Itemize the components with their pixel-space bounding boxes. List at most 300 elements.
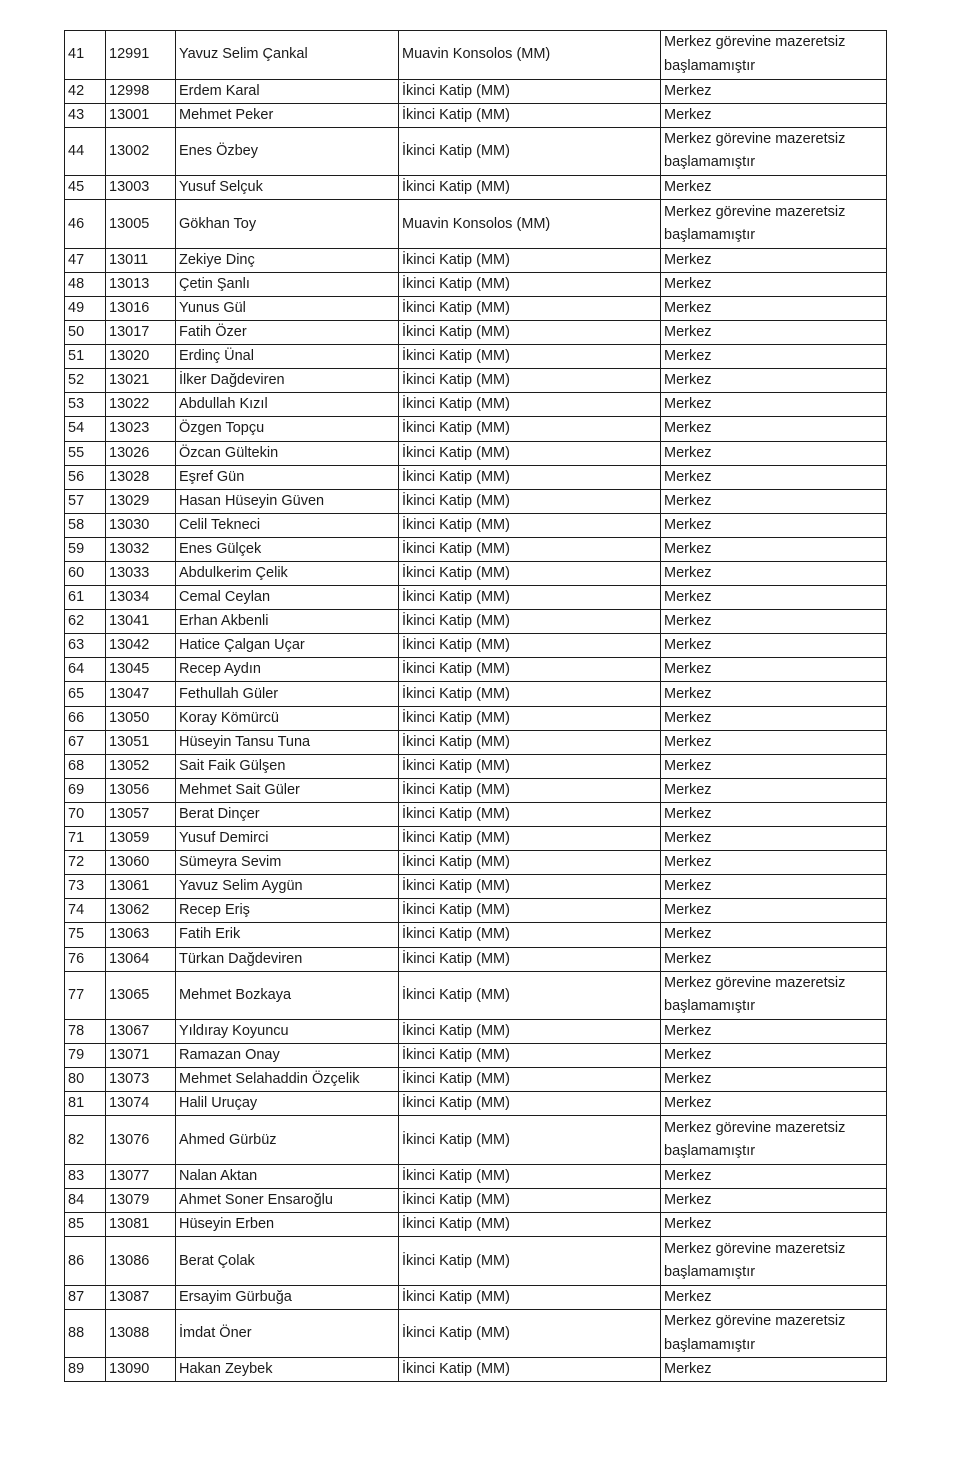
row-number-cell: 78 bbox=[65, 1020, 106, 1044]
table-row bbox=[65, 562, 887, 586]
name-cell: Fatih Erik bbox=[176, 923, 399, 947]
row-number-cell: 87 bbox=[65, 1285, 106, 1309]
title-cell: İkinci Katip (MM) bbox=[399, 345, 661, 369]
status-cell: Merkez bbox=[661, 778, 887, 802]
name-cell: Enes Gülçek bbox=[176, 537, 399, 561]
sicil-cell: 13067 bbox=[106, 1020, 176, 1044]
status-line-1: Merkez görevine mazeretsiz bbox=[664, 34, 846, 51]
sicil-cell: 13029 bbox=[106, 489, 176, 513]
sicil-cell: 13057 bbox=[106, 802, 176, 826]
title-cell: İkinci Katip (MM) bbox=[399, 465, 661, 489]
name-cell: Nalan Aktan bbox=[176, 1164, 399, 1188]
table-row bbox=[65, 634, 887, 658]
row-number-cell: 63 bbox=[65, 634, 106, 658]
sicil-cell: 13090 bbox=[106, 1358, 176, 1382]
sicil-cell: 13023 bbox=[106, 417, 176, 441]
row-number-cell: 74 bbox=[65, 899, 106, 923]
status-cell bbox=[661, 971, 887, 1020]
table-row bbox=[65, 923, 887, 947]
status-cell: Merkez bbox=[661, 875, 887, 899]
name-cell: Yıldıray Koyuncu bbox=[176, 1020, 399, 1044]
title-cell: İkinci Katip (MM) bbox=[399, 1213, 661, 1237]
sicil-cell: 13064 bbox=[106, 947, 176, 971]
sicil-cell: 13028 bbox=[106, 465, 176, 489]
status-cell: Merkez bbox=[661, 417, 887, 441]
sicil-cell: 13002 bbox=[106, 127, 176, 176]
sicil-cell: 13003 bbox=[106, 176, 176, 200]
row-number-cell: 60 bbox=[65, 562, 106, 586]
title-cell: İkinci Katip (MM) bbox=[399, 176, 661, 200]
sicil-cell: 13061 bbox=[106, 875, 176, 899]
status-cell bbox=[661, 31, 887, 80]
status-cell: Merkez bbox=[661, 1092, 887, 1116]
table-row bbox=[65, 682, 887, 706]
status-cell: Merkez bbox=[661, 393, 887, 417]
name-cell: Erdem Karal bbox=[176, 79, 399, 103]
row-number-cell: 88 bbox=[65, 1309, 106, 1358]
table-row bbox=[65, 489, 887, 513]
table-row bbox=[65, 827, 887, 851]
title-cell: İkinci Katip (MM) bbox=[399, 610, 661, 634]
row-number-cell: 64 bbox=[65, 658, 106, 682]
table-row bbox=[65, 200, 887, 249]
status-cell: Merkez bbox=[661, 79, 887, 103]
row-number-cell: 46 bbox=[65, 200, 106, 249]
name-cell: Özgen Topçu bbox=[176, 417, 399, 441]
status-line-1: Merkez görevine mazeretsiz bbox=[664, 1313, 846, 1330]
row-number-cell: 82 bbox=[65, 1116, 106, 1165]
status-cell: Merkez bbox=[661, 1164, 887, 1188]
title-cell: İkinci Katip (MM) bbox=[399, 1164, 661, 1188]
name-cell: Mehmet Peker bbox=[176, 103, 399, 127]
title-cell: Muavin Konsolos (MM) bbox=[399, 200, 661, 249]
status-cell: Merkez bbox=[661, 610, 887, 634]
table-row bbox=[65, 1164, 887, 1188]
table-row bbox=[65, 1237, 887, 1286]
name-cell: Sümeyra Sevim bbox=[176, 851, 399, 875]
table-row bbox=[65, 79, 887, 103]
sicil-cell: 13052 bbox=[106, 754, 176, 778]
title-cell: İkinci Katip (MM) bbox=[399, 778, 661, 802]
row-number-cell: 70 bbox=[65, 802, 106, 826]
name-cell: Recep Eriş bbox=[176, 899, 399, 923]
sicil-cell: 13050 bbox=[106, 706, 176, 730]
row-number-cell: 73 bbox=[65, 875, 106, 899]
status-cell: Merkez bbox=[661, 369, 887, 393]
row-number-cell: 61 bbox=[65, 586, 106, 610]
sicil-cell: 13013 bbox=[106, 272, 176, 296]
title-cell: İkinci Katip (MM) bbox=[399, 103, 661, 127]
sicil-cell: 13060 bbox=[106, 851, 176, 875]
table-row bbox=[65, 875, 887, 899]
sicil-cell: 13041 bbox=[106, 610, 176, 634]
sicil-cell: 13065 bbox=[106, 971, 176, 1020]
table-row bbox=[65, 1213, 887, 1237]
name-cell: Ahmet Soner Ensaroğlu bbox=[176, 1189, 399, 1213]
status-cell: Merkez bbox=[661, 465, 887, 489]
title-cell: Muavin Konsolos (MM) bbox=[399, 31, 661, 80]
table-row bbox=[65, 971, 887, 1020]
document-page bbox=[64, 30, 887, 1382]
name-cell: Hasan Hüseyin Güven bbox=[176, 489, 399, 513]
status-cell: Merkez bbox=[661, 272, 887, 296]
row-number-cell: 56 bbox=[65, 465, 106, 489]
title-cell: İkinci Katip (MM) bbox=[399, 1020, 661, 1044]
name-cell: Hatice Çalgan Uçar bbox=[176, 634, 399, 658]
sicil-cell: 13021 bbox=[106, 369, 176, 393]
status-cell: Merkez bbox=[661, 586, 887, 610]
title-cell: İkinci Katip (MM) bbox=[399, 79, 661, 103]
title-cell: İkinci Katip (MM) bbox=[399, 827, 661, 851]
status-cell: Merkez bbox=[661, 634, 887, 658]
table-row bbox=[65, 513, 887, 537]
table-row bbox=[65, 1189, 887, 1213]
row-number-cell: 54 bbox=[65, 417, 106, 441]
title-cell: İkinci Katip (MM) bbox=[399, 1309, 661, 1358]
sicil-cell: 13034 bbox=[106, 586, 176, 610]
status-cell: Merkez bbox=[661, 537, 887, 561]
status-cell: Merkez bbox=[661, 851, 887, 875]
table-row bbox=[65, 31, 887, 80]
sicil-cell: 13087 bbox=[106, 1285, 176, 1309]
title-cell: İkinci Katip (MM) bbox=[399, 947, 661, 971]
table-row bbox=[65, 899, 887, 923]
row-number-cell: 45 bbox=[65, 176, 106, 200]
status-cell: Merkez bbox=[661, 103, 887, 127]
row-number-cell: 83 bbox=[65, 1164, 106, 1188]
table-body bbox=[65, 31, 887, 1382]
table-row bbox=[65, 176, 887, 200]
status-cell: Merkez bbox=[661, 489, 887, 513]
status-line-1: Merkez görevine mazeretsiz bbox=[664, 1119, 846, 1136]
name-cell: Berat Dinçer bbox=[176, 802, 399, 826]
name-cell: Recep Aydın bbox=[176, 658, 399, 682]
table-row bbox=[65, 1044, 887, 1068]
row-number-cell: 43 bbox=[65, 103, 106, 127]
name-cell: Mehmet Sait Güler bbox=[176, 778, 399, 802]
table-row bbox=[65, 610, 887, 634]
name-cell: Cemal Ceylan bbox=[176, 586, 399, 610]
status-cell: Merkez bbox=[661, 1213, 887, 1237]
table-row bbox=[65, 417, 887, 441]
status-line-2: başlamamıştır bbox=[664, 154, 756, 171]
row-number-cell: 65 bbox=[65, 682, 106, 706]
title-cell: İkinci Katip (MM) bbox=[399, 441, 661, 465]
title-cell: İkinci Katip (MM) bbox=[399, 1189, 661, 1213]
table-row bbox=[65, 248, 887, 272]
table-row bbox=[65, 369, 887, 393]
row-number-cell: 69 bbox=[65, 778, 106, 802]
sicil-cell: 13079 bbox=[106, 1189, 176, 1213]
sicil-cell: 13017 bbox=[106, 321, 176, 345]
title-cell: İkinci Katip (MM) bbox=[399, 272, 661, 296]
table-row bbox=[65, 851, 887, 875]
row-number-cell: 44 bbox=[65, 127, 106, 176]
title-cell: İkinci Katip (MM) bbox=[399, 1068, 661, 1092]
name-cell: Çetin Şanlı bbox=[176, 272, 399, 296]
status-cell: Merkez bbox=[661, 176, 887, 200]
sicil-cell: 13005 bbox=[106, 200, 176, 249]
status-cell: Merkez bbox=[661, 562, 887, 586]
name-cell: Fethullah Güler bbox=[176, 682, 399, 706]
row-number-cell: 76 bbox=[65, 947, 106, 971]
status-cell: Merkez bbox=[661, 296, 887, 320]
title-cell: İkinci Katip (MM) bbox=[399, 296, 661, 320]
sicil-cell: 13020 bbox=[106, 345, 176, 369]
sicil-cell: 13042 bbox=[106, 634, 176, 658]
sicil-cell: 13032 bbox=[106, 537, 176, 561]
status-cell: Merkez bbox=[661, 754, 887, 778]
sicil-cell: 13045 bbox=[106, 658, 176, 682]
table-row bbox=[65, 658, 887, 682]
sicil-cell: 13059 bbox=[106, 827, 176, 851]
status-cell: Merkez bbox=[661, 802, 887, 826]
name-cell: Berat Çolak bbox=[176, 1237, 399, 1286]
table-row bbox=[65, 345, 887, 369]
sicil-cell: 13077 bbox=[106, 1164, 176, 1188]
sicil-cell: 13073 bbox=[106, 1068, 176, 1092]
status-line-2: başlamamıştır bbox=[664, 57, 756, 74]
sicil-cell: 13081 bbox=[106, 1213, 176, 1237]
name-cell: Ersayim Gürbuğa bbox=[176, 1285, 399, 1309]
row-number-cell: 67 bbox=[65, 730, 106, 754]
status-line-2: başlamamıştır bbox=[664, 227, 756, 244]
status-cell: Merkez bbox=[661, 345, 887, 369]
status-cell: Merkez bbox=[661, 1285, 887, 1309]
row-number-cell: 79 bbox=[65, 1044, 106, 1068]
sicil-cell: 13074 bbox=[106, 1092, 176, 1116]
name-cell: Yusuf Demirci bbox=[176, 827, 399, 851]
title-cell: İkinci Katip (MM) bbox=[399, 537, 661, 561]
row-number-cell: 55 bbox=[65, 441, 106, 465]
name-cell: Yavuz Selim Çankal bbox=[176, 31, 399, 80]
title-cell: İkinci Katip (MM) bbox=[399, 562, 661, 586]
status-line-2: başlamamıştır bbox=[664, 1264, 756, 1280]
status-line-2: başlamamıştır bbox=[664, 1336, 756, 1353]
name-cell: Yunus Gül bbox=[176, 296, 399, 320]
status-cell: Merkez bbox=[661, 1044, 887, 1068]
sicil-cell: 13063 bbox=[106, 923, 176, 947]
personnel-table bbox=[64, 30, 887, 1382]
row-number-cell: 57 bbox=[65, 489, 106, 513]
status-cell: Merkez bbox=[661, 1020, 887, 1044]
name-cell: Türkan Dağdeviren bbox=[176, 947, 399, 971]
status-line-2: başlamamıştır bbox=[664, 998, 756, 1015]
table-row bbox=[65, 947, 887, 971]
status-line-2: başlamamıştır bbox=[664, 1143, 756, 1160]
title-cell: İkinci Katip (MM) bbox=[399, 851, 661, 875]
table-row bbox=[65, 1092, 887, 1116]
row-number-cell: 42 bbox=[65, 79, 106, 103]
name-cell: Abdulkerim Çelik bbox=[176, 562, 399, 586]
row-number-cell: 72 bbox=[65, 851, 106, 875]
status-cell: Merkez bbox=[661, 923, 887, 947]
row-number-cell: 86 bbox=[65, 1237, 106, 1286]
title-cell: İkinci Katip (MM) bbox=[399, 369, 661, 393]
status-cell bbox=[661, 127, 887, 176]
title-cell: İkinci Katip (MM) bbox=[399, 417, 661, 441]
table-row bbox=[65, 1309, 887, 1358]
status-line-1: Merkez görevine mazeretsiz bbox=[664, 1240, 846, 1257]
status-cell bbox=[661, 1116, 887, 1165]
sicil-cell: 13016 bbox=[106, 296, 176, 320]
row-number-cell: 62 bbox=[65, 610, 106, 634]
sicil-cell: 13056 bbox=[106, 778, 176, 802]
title-cell: İkinci Katip (MM) bbox=[399, 1116, 661, 1165]
name-cell: Hüseyin Erben bbox=[176, 1213, 399, 1237]
status-cell bbox=[661, 1309, 887, 1358]
table-row bbox=[65, 393, 887, 417]
title-cell: İkinci Katip (MM) bbox=[399, 706, 661, 730]
title-cell: İkinci Katip (MM) bbox=[399, 971, 661, 1020]
name-cell: Hakan Zeybek bbox=[176, 1358, 399, 1382]
title-cell: İkinci Katip (MM) bbox=[399, 923, 661, 947]
name-cell: Eşref Gün bbox=[176, 465, 399, 489]
row-number-cell: 71 bbox=[65, 827, 106, 851]
row-number-cell: 89 bbox=[65, 1358, 106, 1382]
status-cell: Merkez bbox=[661, 658, 887, 682]
title-cell: İkinci Katip (MM) bbox=[399, 730, 661, 754]
table-row bbox=[65, 296, 887, 320]
status-cell: Merkez bbox=[661, 827, 887, 851]
title-cell: İkinci Katip (MM) bbox=[399, 754, 661, 778]
status-cell: Merkez bbox=[661, 730, 887, 754]
title-cell: İkinci Katip (MM) bbox=[399, 248, 661, 272]
name-cell: İmdat Öner bbox=[176, 1309, 399, 1358]
sicil-cell: 13001 bbox=[106, 103, 176, 127]
table-row bbox=[65, 465, 887, 489]
table-row bbox=[65, 802, 887, 826]
table-row bbox=[65, 1068, 887, 1092]
sicil-cell: 12991 bbox=[106, 31, 176, 80]
title-cell: İkinci Katip (MM) bbox=[399, 321, 661, 345]
table-row bbox=[65, 730, 887, 754]
title-cell: İkinci Katip (MM) bbox=[399, 393, 661, 417]
name-cell: Mehmet Bozkaya bbox=[176, 971, 399, 1020]
table-row bbox=[65, 1020, 887, 1044]
name-cell: Enes Özbey bbox=[176, 127, 399, 176]
title-cell: İkinci Katip (MM) bbox=[399, 127, 661, 176]
row-number-cell: 50 bbox=[65, 321, 106, 345]
table-row bbox=[65, 127, 887, 176]
name-cell: Erhan Akbenli bbox=[176, 610, 399, 634]
status-cell: Merkez bbox=[661, 441, 887, 465]
table-row bbox=[65, 706, 887, 730]
sicil-cell: 13047 bbox=[106, 682, 176, 706]
name-cell: Yavuz Selim Aygün bbox=[176, 875, 399, 899]
title-cell: İkinci Katip (MM) bbox=[399, 513, 661, 537]
sicil-cell: 13011 bbox=[106, 248, 176, 272]
title-cell: İkinci Katip (MM) bbox=[399, 802, 661, 826]
name-cell: Celil Tekneci bbox=[176, 513, 399, 537]
sicil-cell: 13088 bbox=[106, 1309, 176, 1358]
table-row bbox=[65, 778, 887, 802]
table-row bbox=[65, 103, 887, 127]
row-number-cell: 68 bbox=[65, 754, 106, 778]
sicil-cell: 13026 bbox=[106, 441, 176, 465]
sicil-cell: 13086 bbox=[106, 1237, 176, 1286]
title-cell: İkinci Katip (MM) bbox=[399, 875, 661, 899]
name-cell: Koray Kömürcü bbox=[176, 706, 399, 730]
sicil-cell: 13033 bbox=[106, 562, 176, 586]
row-number-cell: 58 bbox=[65, 513, 106, 537]
status-cell: Merkez bbox=[661, 1358, 887, 1382]
row-number-cell: 52 bbox=[65, 369, 106, 393]
sicil-cell: 13022 bbox=[106, 393, 176, 417]
table-row bbox=[65, 754, 887, 778]
status-cell: Merkez bbox=[661, 1189, 887, 1213]
name-cell: Ahmed Gürbüz bbox=[176, 1116, 399, 1165]
row-number-cell: 53 bbox=[65, 393, 106, 417]
title-cell: İkinci Katip (MM) bbox=[399, 1285, 661, 1309]
title-cell: İkinci Katip (MM) bbox=[399, 489, 661, 513]
status-cell: Merkez bbox=[661, 682, 887, 706]
table-row bbox=[65, 1116, 887, 1165]
name-cell: Özcan Gültekin bbox=[176, 441, 399, 465]
title-cell: İkinci Katip (MM) bbox=[399, 1092, 661, 1116]
status-cell: Merkez bbox=[661, 706, 887, 730]
sicil-cell: 13030 bbox=[106, 513, 176, 537]
row-number-cell: 51 bbox=[65, 345, 106, 369]
status-line-1: Merkez görevine mazeretsiz bbox=[664, 974, 846, 991]
title-cell: İkinci Katip (MM) bbox=[399, 658, 661, 682]
title-cell: İkinci Katip (MM) bbox=[399, 1358, 661, 1382]
table-row bbox=[65, 441, 887, 465]
sicil-cell: 13071 bbox=[106, 1044, 176, 1068]
status-cell bbox=[661, 200, 887, 249]
status-cell: Merkez bbox=[661, 248, 887, 272]
status-cell: Merkez bbox=[661, 947, 887, 971]
row-number-cell: 84 bbox=[65, 1189, 106, 1213]
status-cell: Merkez bbox=[661, 899, 887, 923]
name-cell: Gökhan Toy bbox=[176, 200, 399, 249]
sicil-cell: 13062 bbox=[106, 899, 176, 923]
row-number-cell: 85 bbox=[65, 1213, 106, 1237]
status-cell: Merkez bbox=[661, 1068, 887, 1092]
title-cell: İkinci Katip (MM) bbox=[399, 634, 661, 658]
status-cell: Merkez bbox=[661, 321, 887, 345]
table-row bbox=[65, 1285, 887, 1309]
title-cell: İkinci Katip (MM) bbox=[399, 586, 661, 610]
row-number-cell: 80 bbox=[65, 1068, 106, 1092]
row-number-cell: 81 bbox=[65, 1092, 106, 1116]
title-cell: İkinci Katip (MM) bbox=[399, 899, 661, 923]
table-row bbox=[65, 537, 887, 561]
name-cell: Ramazan Onay bbox=[176, 1044, 399, 1068]
row-number-cell: 49 bbox=[65, 296, 106, 320]
table-row bbox=[65, 586, 887, 610]
status-line-1: Merkez görevine mazeretsiz bbox=[664, 203, 846, 220]
name-cell: İlker Dağdeviren bbox=[176, 369, 399, 393]
status-cell: Merkez bbox=[661, 513, 887, 537]
name-cell: Yusuf Selçuk bbox=[176, 176, 399, 200]
name-cell: Fatih Özer bbox=[176, 321, 399, 345]
row-number-cell: 77 bbox=[65, 971, 106, 1020]
name-cell: Mehmet Selahaddin Özçelik bbox=[176, 1068, 399, 1092]
row-number-cell: 75 bbox=[65, 923, 106, 947]
status-line-1: Merkez görevine mazeretsiz bbox=[664, 130, 846, 147]
name-cell: Sait Faik Gülşen bbox=[176, 754, 399, 778]
name-cell: Hüseyin Tansu Tuna bbox=[176, 730, 399, 754]
row-number-cell: 48 bbox=[65, 272, 106, 296]
name-cell: Halil Uruçay bbox=[176, 1092, 399, 1116]
sicil-cell: 12998 bbox=[106, 79, 176, 103]
title-cell: İkinci Katip (MM) bbox=[399, 1237, 661, 1286]
status-cell bbox=[661, 1237, 887, 1286]
table-row bbox=[65, 272, 887, 296]
name-cell: Abdullah Kızıl bbox=[176, 393, 399, 417]
sicil-cell: 13076 bbox=[106, 1116, 176, 1165]
